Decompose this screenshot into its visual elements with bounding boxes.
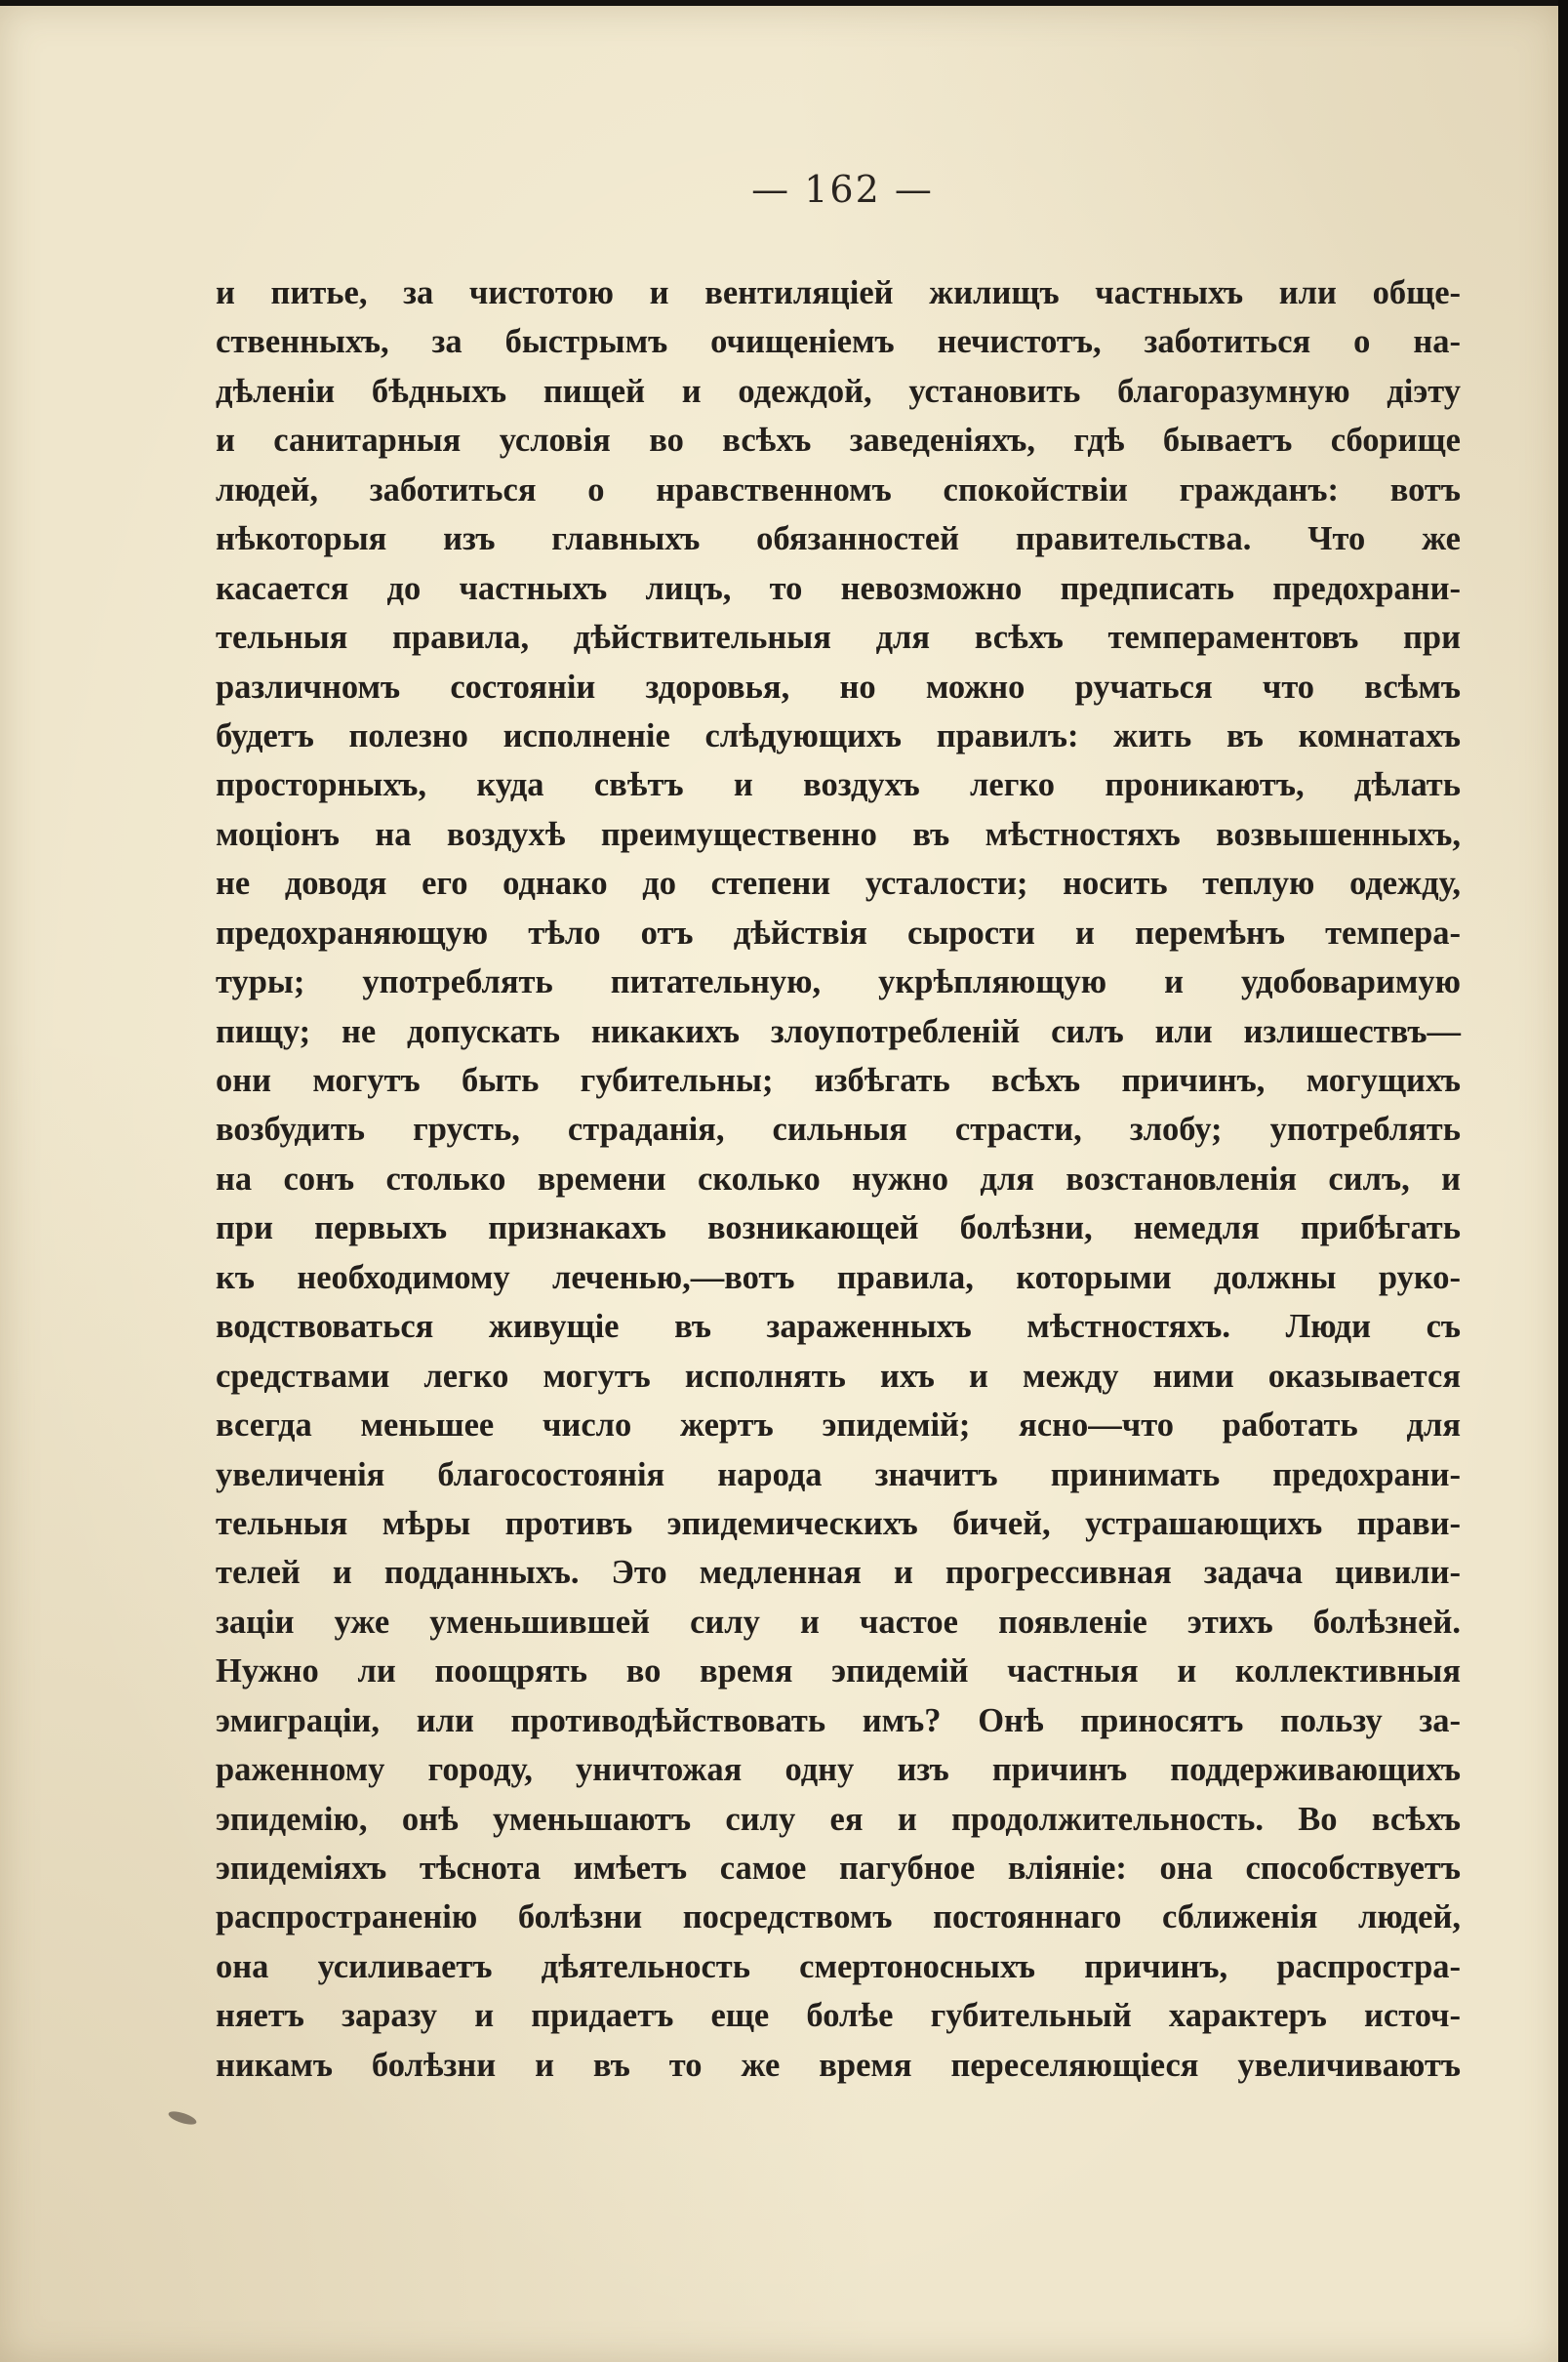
- text-line: возбудить грусть, страданія, сильныя страсти, злобу; употреблять: [216, 1111, 1461, 1149]
- text-line: няетъ заразу и придаетъ еще болѣе губительный характеръ источ-: [216, 1997, 1461, 2035]
- text-line: ственныхъ, за быстрымъ очищеніемъ нечистотъ, заботиться о на-: [216, 323, 1461, 361]
- text-line: эмиграціи, или противодѣйствовать имъ? Онѣ приносятъ пользу за-: [216, 1701, 1461, 1739]
- text-line: при первыхъ признакахъ возникающей болѣзни, немедля прибѣгать: [216, 1209, 1461, 1247]
- text-line: моціонъ на воздухѣ преимущественно въ мѣстностяхъ возвышенныхъ,: [216, 815, 1461, 853]
- text-line: никамъ болѣзни и въ то же время переселяющіеся увеличиваютъ: [216, 2046, 1461, 2084]
- text-line: къ необходимому леченью,—вотъ правила, которыми должны руко-: [216, 1258, 1461, 1296]
- text-line: тельныя мѣры противъ эпидемическихъ бичей, устрашающихъ прави-: [216, 1504, 1461, 1542]
- page-number: — 162 —: [751, 168, 934, 211]
- text-line: водствоваться живущіе въ зараженныхъ мѣстностяхъ. Люди съ: [216, 1308, 1461, 1346]
- text-line: людей, заботиться о нравственномъ спокойствіи гражданъ: вотъ: [216, 470, 1461, 509]
- text-line: дѣленіи бѣдныхъ пищей и одеждой, установить благоразумную діэту: [216, 372, 1461, 410]
- text-line: раженному городу, уничтожая одну изъ причинъ поддерживающихъ: [216, 1751, 1461, 1789]
- text-line: заціи уже уменьшившей силу и частое появленіе этихъ болѣзней.: [216, 1603, 1461, 1641]
- text-line: туры; употреблять питательную, укрѣпляющую и удобоваримую: [216, 963, 1461, 1001]
- text-line: телей и подданныхъ. Это медленная и прогрессивная задача цивили-: [216, 1554, 1461, 1592]
- text-line: эпидемію, онѣ уменьшаютъ силу ея и продолжительность. Во всѣхъ: [216, 1800, 1461, 1838]
- body-text: [216, 268, 1461, 2090]
- text-line: Нужно ли поощрять во время эпидемій частныя и коллективныя: [216, 1652, 1461, 1690]
- text-line: предохраняющую тѣло отъ дѣйствія сырости и перемѣнъ темпера-: [216, 914, 1461, 952]
- text-line: всегда меньшее число жертъ эпидемій; ясно—что работать для: [216, 1406, 1461, 1445]
- text-line: пищу; не допускать никакихъ злоупотребленій силъ или излишествъ—: [216, 1012, 1461, 1050]
- text-line: на сонъ столько времени сколько нужно для возстановленія силъ, и: [216, 1160, 1461, 1198]
- text-line: нѣкоторыя изъ главныхъ обязанностей правительства. Что же: [216, 520, 1461, 558]
- text-line: просторныхъ, куда свѣтъ и воздухъ легко проникаютъ, дѣлать: [216, 766, 1461, 804]
- text-line: будетъ полезно исполненіе слѣдующихъ правилъ: жить въ комнатахъ: [216, 716, 1461, 754]
- text-line: и санитарныя условія во всѣхъ заведеніяхъ, гдѣ бываетъ сборище: [216, 422, 1461, 460]
- text-line: они могутъ быть губительны; избѣгать всѣхъ причинъ, могущихъ: [216, 1062, 1461, 1099]
- text-line: тельныя правила, дѣйствительныя для всѣхъ темпераментовъ при: [216, 619, 1461, 657]
- text-line: увеличенія благосостоянія народа значитъ принимать предохрани-: [216, 1455, 1461, 1493]
- text-line: распространенію болѣзни посредствомъ постояннаго сближенія людей,: [216, 1898, 1461, 1936]
- text-line: не доводя его однако до степени усталости; носить теплую одежду,: [216, 865, 1461, 903]
- text-line: и питье, за чистотою и вентиляціей жилищъ частныхъ или обще-: [216, 274, 1461, 311]
- text-line: средствами легко могутъ исполнять ихъ и между ними оказывается: [216, 1357, 1461, 1395]
- text-line: она усиливаетъ дѣятельность смертоносныхъ причинъ, распростра-: [216, 1947, 1461, 1985]
- text-line: касается до частныхъ лицъ, то невозможно предписать предохрани-: [216, 569, 1461, 607]
- page-edge-shadow: [1558, 0, 1568, 2362]
- text-line: эпидеміяхъ тѣснота имѣетъ самое пагубное вліяніе: она способствуетъ: [216, 1850, 1461, 1887]
- text-line: различномъ состояніи здоровья, но можно ручаться что всѣмъ: [216, 668, 1461, 706]
